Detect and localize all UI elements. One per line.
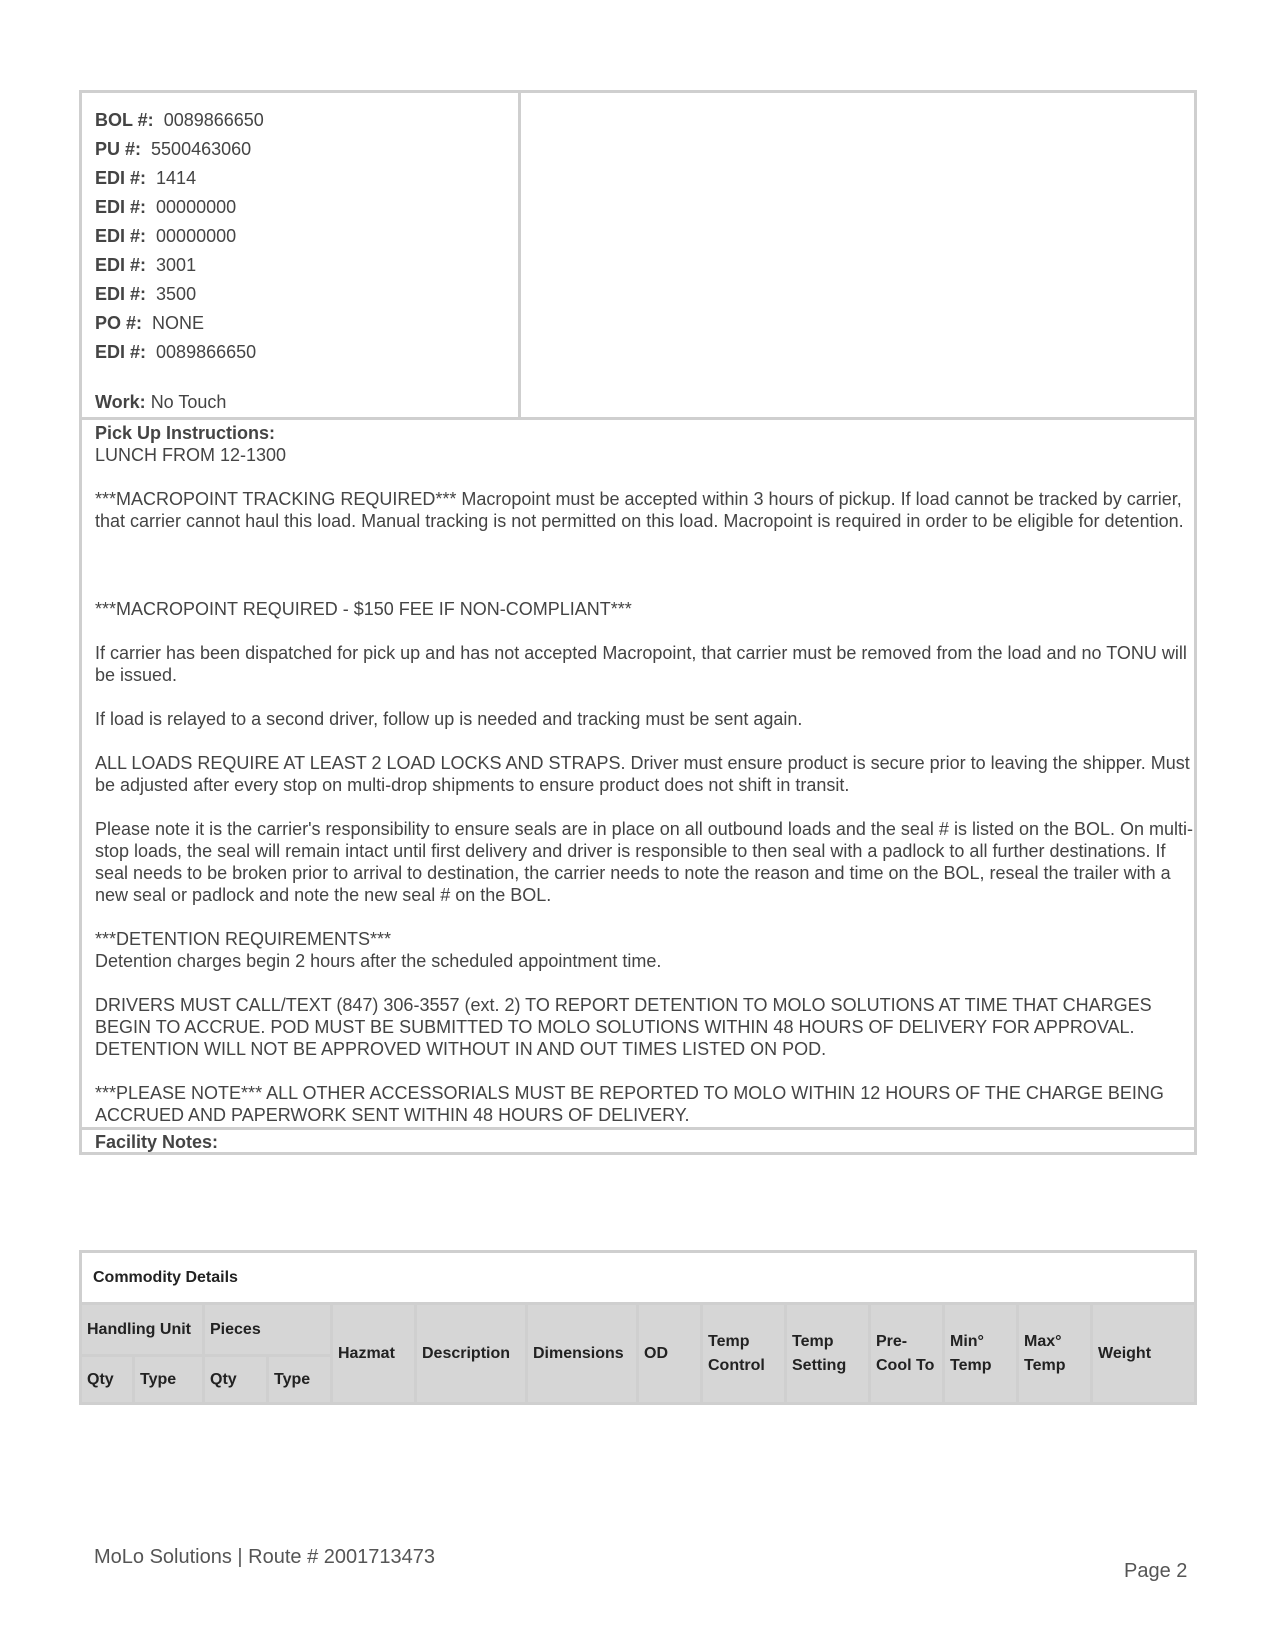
pickup-instructions (82, 420, 1194, 1127)
pieces-type-header: Type (268, 1356, 332, 1404)
pieces-qty-header: Qty (204, 1356, 268, 1404)
reference-label: EDI #: (95, 342, 147, 362)
reference-value: 00000000 (156, 197, 237, 217)
commodity-table (79, 1250, 1197, 1405)
instruction-paragraph: If carrier has been dispatched for pick up and has not accepted Macropoint, that carrier must be removed from the load and no TONU will be issued. (95, 643, 1187, 685)
reference-line (95, 135, 505, 164)
description-header: Description (416, 1304, 527, 1404)
instruction-paragraph: LUNCH FROM 12-1300 (95, 445, 287, 465)
reference-line (95, 309, 505, 338)
load-details-box (79, 90, 1197, 1155)
reference-value: 3001 (156, 255, 197, 275)
reference-label: BOL #: (95, 110, 154, 130)
reference-blank-panel (521, 93, 1194, 417)
instruction-paragraph: Detention charges begin 2 hours after the scheduled appointment time. (95, 951, 662, 971)
reference-value: 0089866650 (163, 110, 264, 130)
reference-line (95, 164, 505, 193)
hazmat-header: Hazmat (332, 1304, 416, 1404)
instruction-paragraph: Please note it is the carrier's responsibility to ensure seals are in place on all outbound loads and the seal # is listed on the BOL. On multi-stop loads, the seal will remain intact until first delivery and driver is responsible to then seal with a padlock to all further destinations. If seal needs to be broken prior to arrival to destination, the carrier needs to note the reason and time on the BOL, reseal the trailer with a new seal or padlock and note the new seal # on the BOL. (95, 819, 1194, 905)
instruction-paragraph: DRIVERS MUST CALL/TEXT (847) 306-3557 (ext. 2) TO REPORT DETENTION TO MOLO SOLUTIONS AT TIME THAT CHARGES BEGIN TO ACCRUE. POD MUST BE SUBMITTED TO MOLO SOLUTIONS WITHIN 48 HOURS OF DELIVERY FOR APPROVAL. DETENTION WILL NOT BE APPROVED WITHOUT IN AND OUT TIMES LISTED ON POD. (95, 995, 1152, 1059)
temp-control-header: Temp Control (702, 1304, 786, 1404)
reference-line (95, 193, 505, 222)
footer-route: MoLo Solutions | Route # 2001713473 (94, 1546, 436, 1568)
instruction-paragraph: ***MACROPOINT REQUIRED - $150 FEE IF NON-COMPLIANT*** (95, 599, 632, 619)
temp-setting-header: Temp Setting (786, 1304, 870, 1404)
reference-label: EDI #: (95, 226, 147, 246)
instruction-paragraph: ***MACROPOINT TRACKING REQUIRED*** Macropoint must be accepted within 3 hours of pickup. If load cannot be tracked by carrier, that carrier cannot haul this load. Manual tracking is not permitted on this load. Macropoint is required in order to be eligible for detention. (95, 489, 1184, 531)
reference-label: EDI #: (95, 197, 147, 217)
reference-label: PO #: (95, 313, 143, 333)
work-value: No Touch (150, 392, 227, 412)
reference-value: NONE (152, 313, 205, 333)
pieces-header: Pieces (204, 1304, 332, 1356)
handling-unit-header: Handling Unit (81, 1304, 204, 1356)
reference-line (95, 251, 505, 280)
reference-line (95, 106, 505, 135)
reference-line (95, 222, 505, 251)
reference-label: EDI #: (95, 284, 147, 304)
instruction-paragraph: ALL LOADS REQUIRE AT LEAST 2 LOAD LOCKS AND STRAPS. Driver must ensure product is secure prior to leaving the shipper. Must be adjusted after every stop on multi-drop shipments to ensure product does not shift in transit. (95, 753, 1190, 795)
weight-header: Weight (1092, 1304, 1196, 1404)
instruction-paragraph: If load is relayed to a second driver, follow up is needed and tracking must be sent again. (95, 709, 803, 729)
dimensions-header: Dimensions (527, 1304, 638, 1404)
facility-notes: Facility Notes: (82, 1127, 1194, 1152)
footer-page-number: Page 2 (1124, 1560, 1188, 1582)
reference-value: 0089866650 (156, 342, 257, 362)
reference-value: 00000000 (156, 226, 237, 246)
work-line (95, 388, 505, 417)
od-header: OD (638, 1304, 702, 1404)
reference-label: PU #: (95, 139, 142, 159)
handling-unit-type-header: Type (134, 1356, 204, 1404)
reference-line (95, 338, 505, 367)
reference-label: EDI #: (95, 255, 147, 275)
reference-value: 5500463060 (151, 139, 252, 159)
reference-row (82, 93, 1194, 420)
work-label: Work: (95, 392, 146, 412)
reference-line (95, 280, 505, 309)
reference-value: 1414 (156, 168, 197, 188)
instruction-paragraph: ***PLEASE NOTE*** ALL OTHER ACCESSORIALS MUST BE REPORTED TO MOLO WITHIN 12 HOURS OF THE CHARGE BEING ACCRUED AND PAPERWORK SENT WITHIN 48 HOURS OF DELIVERY. (95, 1083, 1164, 1125)
reference-value: 3500 (156, 284, 197, 304)
pickup-instructions-title: Pick Up Instructions: (95, 423, 276, 443)
reference-numbers (82, 93, 521, 417)
reference-label: EDI #: (95, 168, 147, 188)
max-temp-header: Max° Temp (1018, 1304, 1092, 1404)
min-temp-header: Min° Temp (944, 1304, 1018, 1404)
handling-unit-qty-header: Qty (81, 1356, 134, 1404)
commodity-table-title: Commodity Details (81, 1252, 1196, 1304)
instruction-paragraph: ***DETENTION REQUIREMENTS*** (95, 929, 392, 949)
pre-cool-header: Pre-Cool To (870, 1304, 944, 1404)
